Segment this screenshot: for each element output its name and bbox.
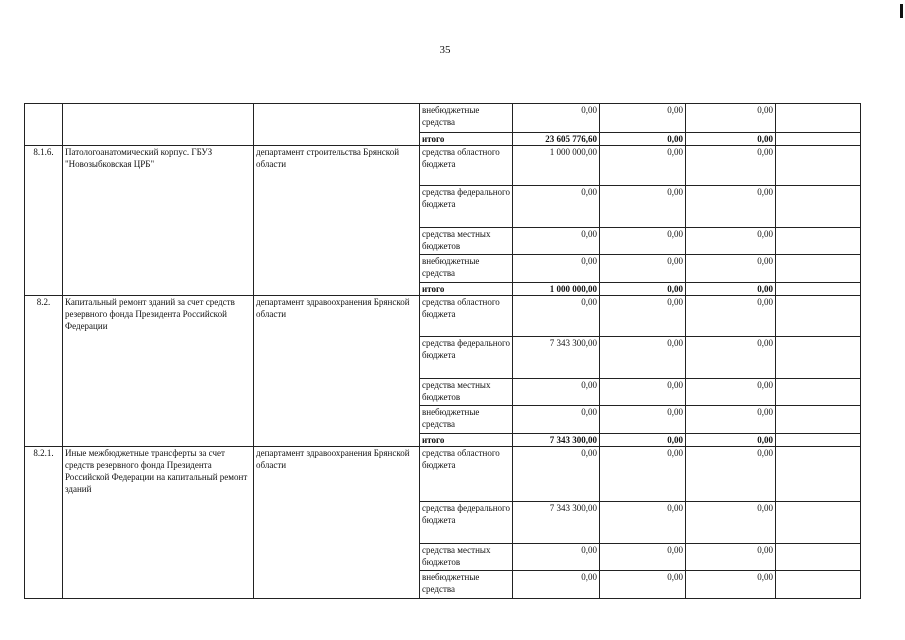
value-cell: 0,00: [600, 133, 686, 146]
value-cell: 0,00: [600, 228, 686, 255]
value-cell: 0,00: [513, 255, 600, 283]
value-cell: 0,00: [686, 379, 776, 406]
value-cell: 7 343 300,00: [513, 502, 600, 544]
value-cell: [776, 104, 861, 133]
table-row: [25, 104, 861, 133]
value-cell: 0,00: [513, 296, 600, 337]
section-name: Патологоанатомический корпус. ГБУЗ "Новозыбковская ЦРБ": [63, 146, 254, 296]
source-label: итого: [420, 133, 513, 146]
section-name: Иные межбюджетные трансферты за счет средств резервного фонда Президента Российской Федерации на капитальный ремонт зданий: [63, 447, 254, 599]
value-cell: 0,00: [600, 544, 686, 571]
value-cell: 0,00: [600, 146, 686, 186]
value-cell: [776, 337, 861, 379]
value-cell: 1 000 000,00: [513, 146, 600, 186]
value-cell: 0,00: [513, 571, 600, 599]
section-executor: департамент здравоохранения Брянской области: [254, 447, 420, 599]
value-cell: 0,00: [600, 571, 686, 599]
value-cell: [776, 544, 861, 571]
value-cell: 0,00: [686, 133, 776, 146]
source-label: внебюджетные средства: [420, 255, 513, 283]
value-cell: 0,00: [600, 283, 686, 296]
value-cell: 0,00: [686, 447, 776, 502]
source-label: внебюджетные средства: [420, 104, 513, 133]
value-cell: 0,00: [686, 104, 776, 133]
value-cell: 0,00: [600, 337, 686, 379]
value-cell: 0,00: [686, 406, 776, 434]
table-row: [25, 447, 861, 502]
value-cell: 0,00: [686, 228, 776, 255]
table-row: [25, 146, 861, 186]
value-cell: [776, 296, 861, 337]
value-cell: 0,00: [513, 104, 600, 133]
value-cell: 0,00: [686, 296, 776, 337]
name-cell: [63, 104, 254, 146]
value-cell: [776, 133, 861, 146]
value-cell: 0,00: [600, 104, 686, 133]
value-cell: 0,00: [600, 447, 686, 502]
executor-cell: [254, 104, 420, 146]
value-cell: 0,00: [686, 146, 776, 186]
value-cell: [776, 406, 861, 434]
value-cell: 0,00: [600, 296, 686, 337]
value-cell: [776, 434, 861, 447]
section-code: 8.2.1.: [25, 447, 63, 599]
value-cell: 0,00: [600, 502, 686, 544]
value-cell: 0,00: [600, 379, 686, 406]
source-label: средства областного бюджета: [420, 447, 513, 502]
value-cell: 0,00: [600, 255, 686, 283]
value-cell: 0,00: [686, 283, 776, 296]
value-cell: [776, 379, 861, 406]
value-cell: 0,00: [513, 544, 600, 571]
section-executor: департамент строительства Брянской области: [254, 146, 420, 296]
value-cell: 0,00: [513, 228, 600, 255]
value-cell: 0,00: [513, 406, 600, 434]
value-cell: [776, 447, 861, 502]
code-cell: [25, 104, 63, 146]
value-cell: 1 000 000,00: [513, 283, 600, 296]
value-cell: 0,00: [600, 434, 686, 447]
page-number: 35: [439, 44, 451, 56]
scan-mark: [900, 4, 903, 18]
section-executor: департамент здравоохранения Брянской области: [254, 296, 420, 447]
source-label: итого: [420, 434, 513, 447]
value-cell: 23 605 776,60: [513, 133, 600, 146]
value-cell: [776, 146, 861, 186]
source-label: средства местных бюджетов: [420, 544, 513, 571]
value-cell: 0,00: [513, 379, 600, 406]
source-label: итого: [420, 283, 513, 296]
source-label: средства федерального бюджета: [420, 186, 513, 228]
source-label: средства областного бюджета: [420, 146, 513, 186]
source-label: средства местных бюджетов: [420, 379, 513, 406]
value-cell: [776, 283, 861, 296]
value-cell: [776, 255, 861, 283]
value-cell: 0,00: [686, 502, 776, 544]
value-cell: 0,00: [686, 255, 776, 283]
value-cell: 7 343 300,00: [513, 434, 600, 447]
value-cell: [776, 571, 861, 599]
value-cell: 0,00: [513, 447, 600, 502]
source-label: средства местных бюджетов: [420, 228, 513, 255]
value-cell: 0,00: [600, 186, 686, 228]
value-cell: 0,00: [513, 186, 600, 228]
source-label: средства федерального бюджета: [420, 337, 513, 379]
section-code: 8.1.6.: [25, 146, 63, 296]
source-label: средства федерального бюджета: [420, 502, 513, 544]
value-cell: 7 343 300,00: [513, 337, 600, 379]
value-cell: 0,00: [686, 186, 776, 228]
value-cell: [776, 502, 861, 544]
value-cell: [776, 228, 861, 255]
value-cell: 0,00: [686, 571, 776, 599]
source-label: средства областного бюджета: [420, 296, 513, 337]
section-code: 8.2.: [25, 296, 63, 447]
value-cell: 0,00: [686, 544, 776, 571]
value-cell: 0,00: [686, 337, 776, 379]
source-label: внебюджетные средства: [420, 571, 513, 599]
value-cell: 0,00: [686, 434, 776, 447]
section-name: Капитальный ремонт зданий за счет средств резервного фонда Президента Российской Федерации: [63, 296, 254, 447]
budget-table: [24, 103, 861, 599]
value-cell: [776, 186, 861, 228]
value-cell: 0,00: [600, 406, 686, 434]
source-label: внебюджетные средства: [420, 406, 513, 434]
table-row: [25, 296, 861, 337]
